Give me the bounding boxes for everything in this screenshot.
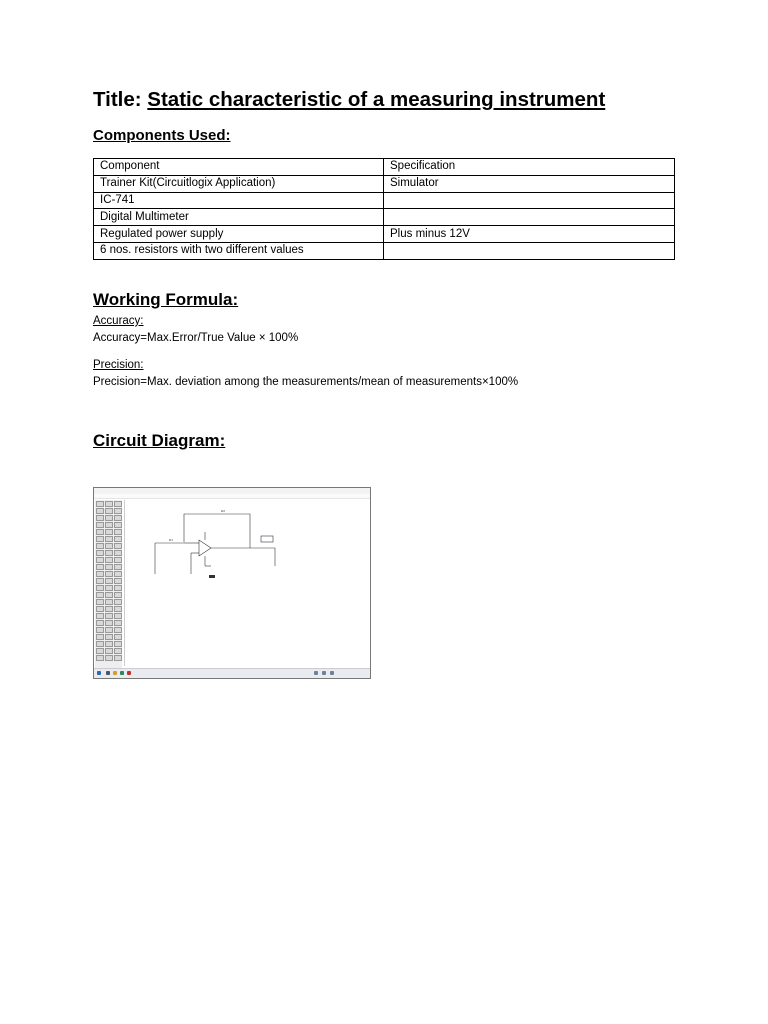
table-cell (384, 209, 675, 226)
precision-label: Precision: (93, 359, 144, 371)
table-cell: Digital Multimeter (94, 209, 384, 226)
components-table (93, 158, 675, 260)
table-cell: Simulator (384, 175, 675, 192)
table-cell: IC-741 (94, 192, 384, 209)
table-row (94, 175, 675, 192)
table-cell (384, 242, 675, 259)
working-formula-heading: Working Formula: (93, 290, 239, 309)
table-row (94, 242, 675, 259)
document-title (93, 88, 605, 112)
table-row (94, 209, 675, 226)
title-prefix: Title: (93, 88, 148, 111)
svg-text:R1: R1 (169, 538, 173, 542)
table-cell (384, 192, 675, 209)
table-cell: Trainer Kit(Circuitlogix Application) (94, 175, 384, 192)
table-header-cell: Component (94, 159, 384, 176)
svg-text:R2: R2 (221, 509, 225, 513)
circuit-diagram-heading: Circuit Diagram: (93, 431, 226, 450)
table-cell: 6 nos. resistors with two different values (94, 242, 384, 259)
schematic-drawing (125, 500, 369, 666)
schematic-canvas (124, 500, 369, 666)
screenshot-taskbar (94, 668, 370, 678)
accuracy-label: Accuracy: (93, 315, 144, 327)
component-palette (95, 500, 122, 668)
components-heading: Components Used: (93, 127, 231, 144)
table-row (94, 226, 675, 243)
circuit-screenshot (93, 487, 371, 679)
screenshot-menubar (94, 494, 371, 499)
table-header-row (94, 159, 675, 176)
accuracy-formula: Accuracy=Max.Error/True Value × 100% (93, 332, 299, 344)
table-header-cell: Specification (384, 159, 675, 176)
title-text: Static characteristic of a measuring instrument (147, 88, 606, 111)
table-cell: Regulated power supply (94, 226, 384, 243)
precision-formula: Precision=Max. deviation among the measurements/mean of measurements×100% (93, 376, 519, 388)
table-row (94, 192, 675, 209)
table-cell: Plus minus 12V (384, 226, 675, 243)
